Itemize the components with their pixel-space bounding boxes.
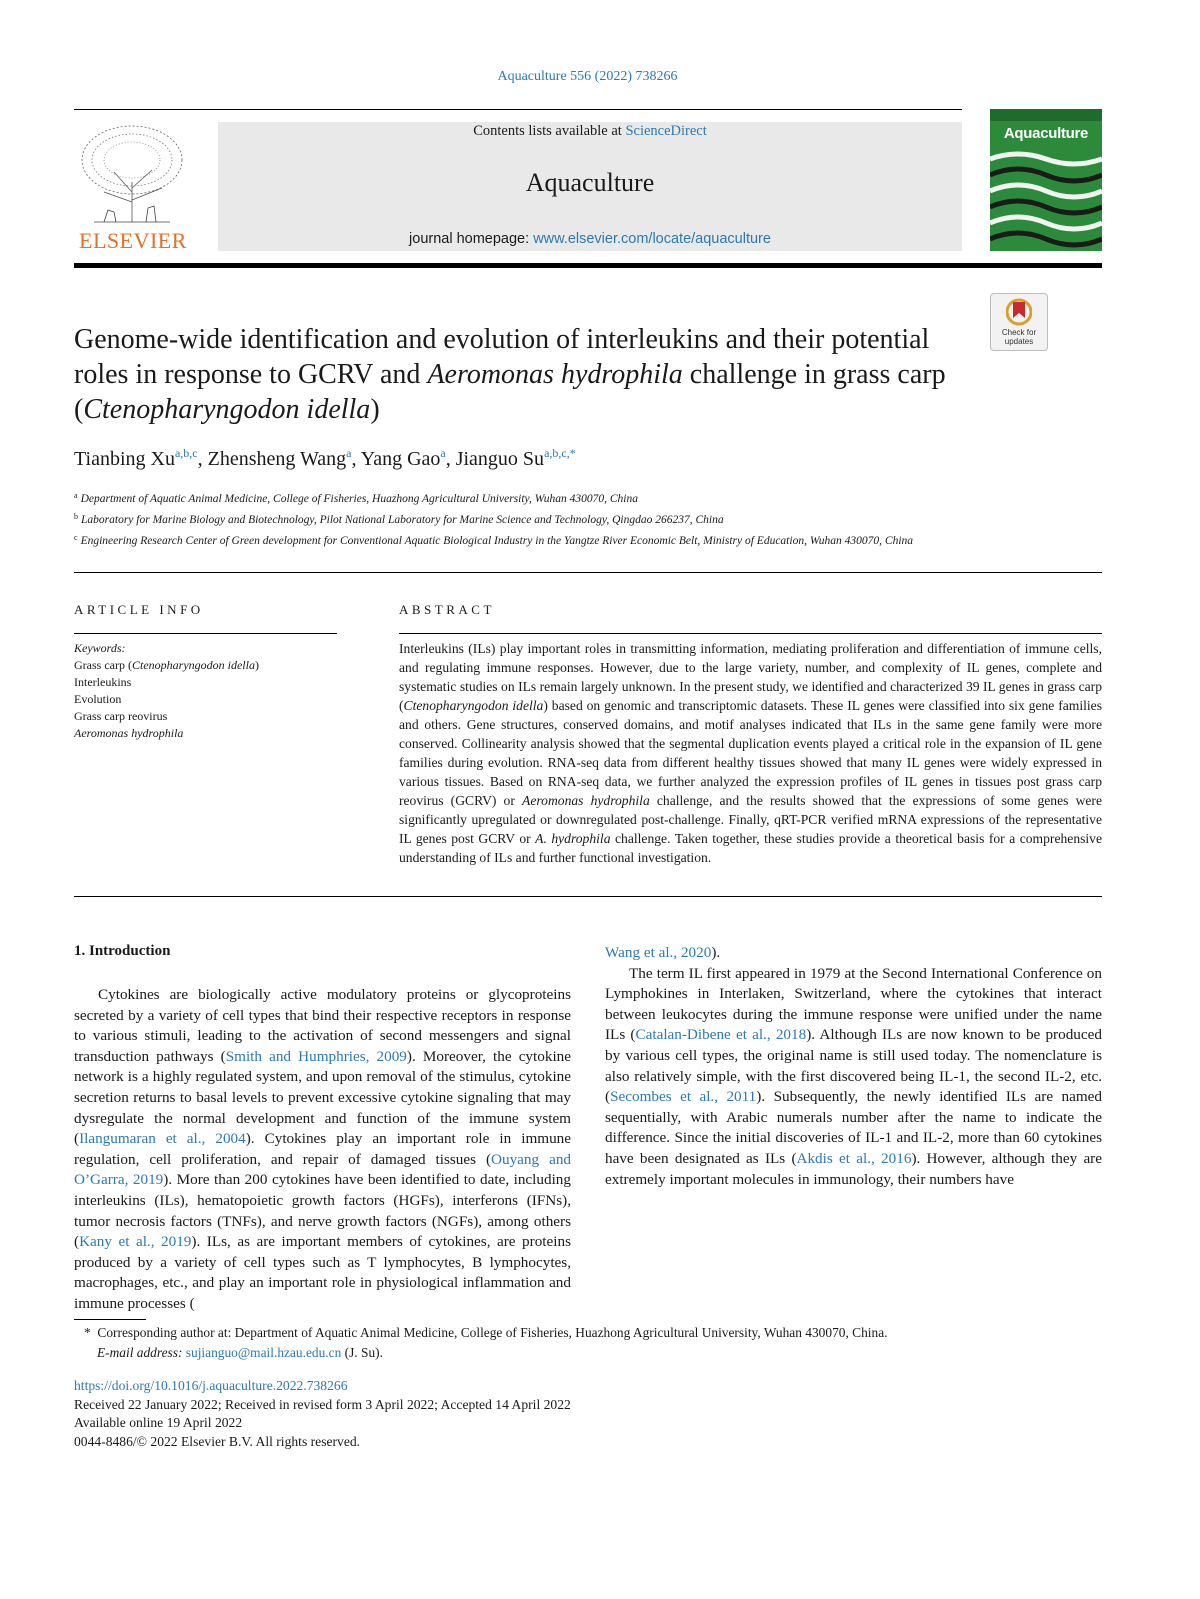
affiliations [74,487,964,550]
history-dates: Received 22 January 2022; Received in revised form 3 April 2022; Accepted 14 April 2022 [74,1396,571,1412]
author-name[interactable]: Zhensheng Wang [207,448,347,470]
citation-link[interactable]: Smith and Humphries, 2009 [225,1047,407,1065]
contents-line [218,123,962,140]
email-suffix: (J. Su). [341,1345,383,1360]
publication-info [74,1377,874,1451]
affiliation-text: Engineering Research Center of Green development for Conventional Aquatic Biological Industry in the Yangtze River Economic Belt, Ministry of Education, Wuhan 430070, China [80,535,914,547]
author-affiliation-mark[interactable]: a,b,c [174,446,198,460]
elsevier-logo [74,122,192,254]
footnote-mark: * [84,1325,91,1340]
affiliation-mark: b [74,512,78,521]
author-affiliation-mark[interactable]: a [346,446,352,460]
contents-prefix: Contents lists available at [473,123,626,139]
title-part: ) [370,394,380,425]
author-affiliation-mark[interactable]: a [440,446,446,460]
affiliation-text: Laboratory for Marine Biology and Biotechnology, Pilot National Laboratory for Marine Science and Technology, Qingdao 266237, China [81,514,724,526]
masthead-thick-rule [74,263,1102,268]
author-name[interactable]: Jianguo Su [455,448,545,470]
citation-link[interactable]: Ilangumaran et al., 2004 [79,1130,246,1148]
affiliation-item [74,487,964,508]
sciencedirect-link[interactable]: ScienceDirect [625,123,707,139]
running-head[interactable]: Aquaculture 556 (2022) 738266 [497,69,678,84]
doi-link[interactable]: https://doi.org/10.1016/j.aquaculture.2022.738266 [74,1378,348,1393]
check-updates-label: Check for updates [1001,328,1037,346]
author-affiliation-mark[interactable]: a,b,c,* [544,446,576,460]
homepage-line [218,231,962,247]
homepage-link[interactable]: www.elsevier.com/locate/aquaculture [533,231,771,247]
elsevier-wordmark: ELSEVIER [79,228,187,253]
title-italic: Ctenopharyngodon idella [83,394,371,425]
title-part: Genome-wide identification and evolution of interleukins and their potential roles in response to GCRV and [74,324,930,390]
abstract-text: Interleukins (ILs) play important roles in transmitting information, mediating proliferation and differentiation of immune cells, and regulating immune responses. However, due to the large variety, number, and complexity of IL genes, complete and systematic studies on ILs remain largely unknown. In the present study, we identified and characterized 39 IL genes in grass carp (Ctenopharyngodon idella) based on genomic and transcriptomic datasets. These IL genes were classified into six gene families and others. Gene structures, conserved domains, and motif analyses indicated that ILs in the same gene family were more conserved. Collinearity analysis showed that the segmental duplication events played a critical role in the expansion of IL gene families during evolution. RNA-seq data from different healthy tissues showed that many IL genes were widely expressed in various tissues. Based on RNA-seq data, we further analyzed the expression profiles of IL genes in tissues post grass carp reovirus (GCRV) or Aeromonas hydrophila challenge, and the results showed that the expressions of some genes were significantly upregulated or downregulated post-challenge. Finally, qRT-PCR verified mRNA expressions of the representative IL genes post GCRV or A. hydrophila challenge. Taken together, these studies provide a theoretical basis for a comprehensive understanding of ILs and further functional investigation. [399,641,1103,865]
footnote-text: Corresponding author at: Department of Aquatic Animal Medicine, College of Fisheries, Huazhong Agricultural University, Wuhan 430070, China. [97,1325,888,1340]
cover-wave-icon [990,149,1102,251]
affiliation-text: Department of Aquatic Animal Medicine, College of Fisheries, Huazhong Agricultural University, Wuhan 430070, China [80,493,638,505]
available-online: Available online 19 April 2022 [74,1415,243,1430]
abstract-rule [399,633,1102,634]
journal-title: Aquaculture [525,168,655,197]
keyword-item: Grass carp reovirus [74,709,168,723]
title-part: challenge in grass carp ( [74,359,946,425]
check-for-updates-button[interactable] [990,293,1048,351]
author-list: Tianbing Xu$^{a,b,c}$, Zhensheng Wang$^a$, Yang Gao$^a$, Jianguo $Su^{a,b,c,*}$ [74,446,576,470]
journal-masthead [218,122,962,251]
keywords-list [74,640,344,742]
keyword-item: Evolution [74,692,122,706]
author-name[interactable]: Tianbing Xu [74,448,175,470]
body-column-left [74,985,571,1315]
citation-link[interactable]: Kany et al., 2019 [79,1233,192,1251]
body-column-right [605,943,1102,1190]
journal-cover[interactable] [990,109,1102,251]
citation-link[interactable]: Akdis et al., 2016 [796,1149,912,1167]
article-title [74,322,974,427]
section-rule [74,572,1102,573]
citation-link[interactable]: Catalan-Dibene et al., 2018 [635,1026,807,1044]
citation-link[interactable]: Wang et al., 2020 [605,944,712,961]
homepage-prefix: journal homepage: [409,231,534,247]
affiliation-mark: a [74,491,78,500]
affiliation-item [74,529,964,550]
affiliation-mark: c [74,533,78,542]
cover-title: Aquaculture [1003,125,1089,142]
body-paragraph-continued: Wang et al., 2020). [605,944,721,961]
citation-link[interactable]: Secombes et al., 2011 [610,1088,757,1106]
article-info-rule [74,633,337,634]
body-paragraph: The term IL first appeared in 1979 at the Second International Conference on Lymphokines in Interlaken, Switzerland, where the cytokines that interact between leukocytes during the immune response were unified under the name ILs (Catalan-Dibene et al., 2018). Although ILs are now known to be produced by various cell types, the original name is still used today. The nomenclature is also relatively simple, with the first discovered being IL-1, the second IL-2, etc. (Secombes et al., 2011). Subsequently, the newly identified ILs are named sequentially, with Arabic numerals number after the name to indicate the difference. Since the initial discoveries of IL-1 and IL-2, more than 60 cytokines have been designated as ILs (Akdis et al., 2016). However, although they are extremely important molecules in immunology, their numbers have [605,964,1102,1188]
author-name[interactable]: Yang Gao [360,448,441,470]
elsevier-tree-icon [74,122,192,226]
title-italic: Aeromonas hydrophila [427,359,683,390]
introduction-heading: 1. Introduction [74,943,171,959]
affiliation-item [74,508,964,529]
bookmark-icon [1006,298,1032,326]
email-link[interactable]: sujianguo@mail.hzau.edu.cn [185,1345,342,1360]
email-label: E-mail address: [97,1345,183,1360]
cover-top-band [990,109,1102,121]
corresponding-author-footnote [84,1323,1094,1363]
footnote-rule [74,1319,146,1320]
abstract-heading: ABSTRACT [399,602,495,617]
keywords-label: Keywords: [74,641,126,655]
copyright: 0044-8486/© 2022 Elsevier B.V. All rights reserved. [74,1433,361,1449]
body-paragraph: Cytokines are biologically active modulatory proteins or glycoproteins secreted by a variety of cell types that bind their respective receptors in response to various stimuli, leading to the activation of second messengers and signal transduction pathways (Smith and Humphries, 2009). Moreover, the cytokine network is a highly regulated system, and upon removal of the stimulus, cytokine secretion returns to basal levels to prevent excessive cytokine signaling that may dysregulate the normal development and function of the immune system (Ilangumaran et al., 2004). Cytokines play an important role in immune regulation, cell proliferation, and repair of damaged tissues (Ouyang and O’Garra, 2019). More than 200 cytokines have been identified to date, including interleukins (ILs), hematopoietic growth factors (HGFs), interferons (IFNs), tumor necrosis factors (TNFs), and nerve growth factors (NGFs), among others (Kany et al., 2019). ILs, as are important members of cytokines, are proteins produced by a variety of cell types such as T lymphocytes, B lymphocytes, macrophages, etc., and play an important role in physiological inflammation and immune processes ( [74,986,572,1312]
citation-link[interactable]: Ouyang and O’Garra, 2019 [74,1150,572,1189]
keyword-item: Grass carp (Ctenopharyngodon idella) [74,658,259,672]
keyword-item: Aeromonas hydrophila [74,726,184,740]
keyword-item: Interleukins [74,675,132,689]
article-info-heading: ARTICLE INFO [74,602,204,617]
abstract-bottom-rule [74,896,1102,897]
top-rule [74,109,962,110]
